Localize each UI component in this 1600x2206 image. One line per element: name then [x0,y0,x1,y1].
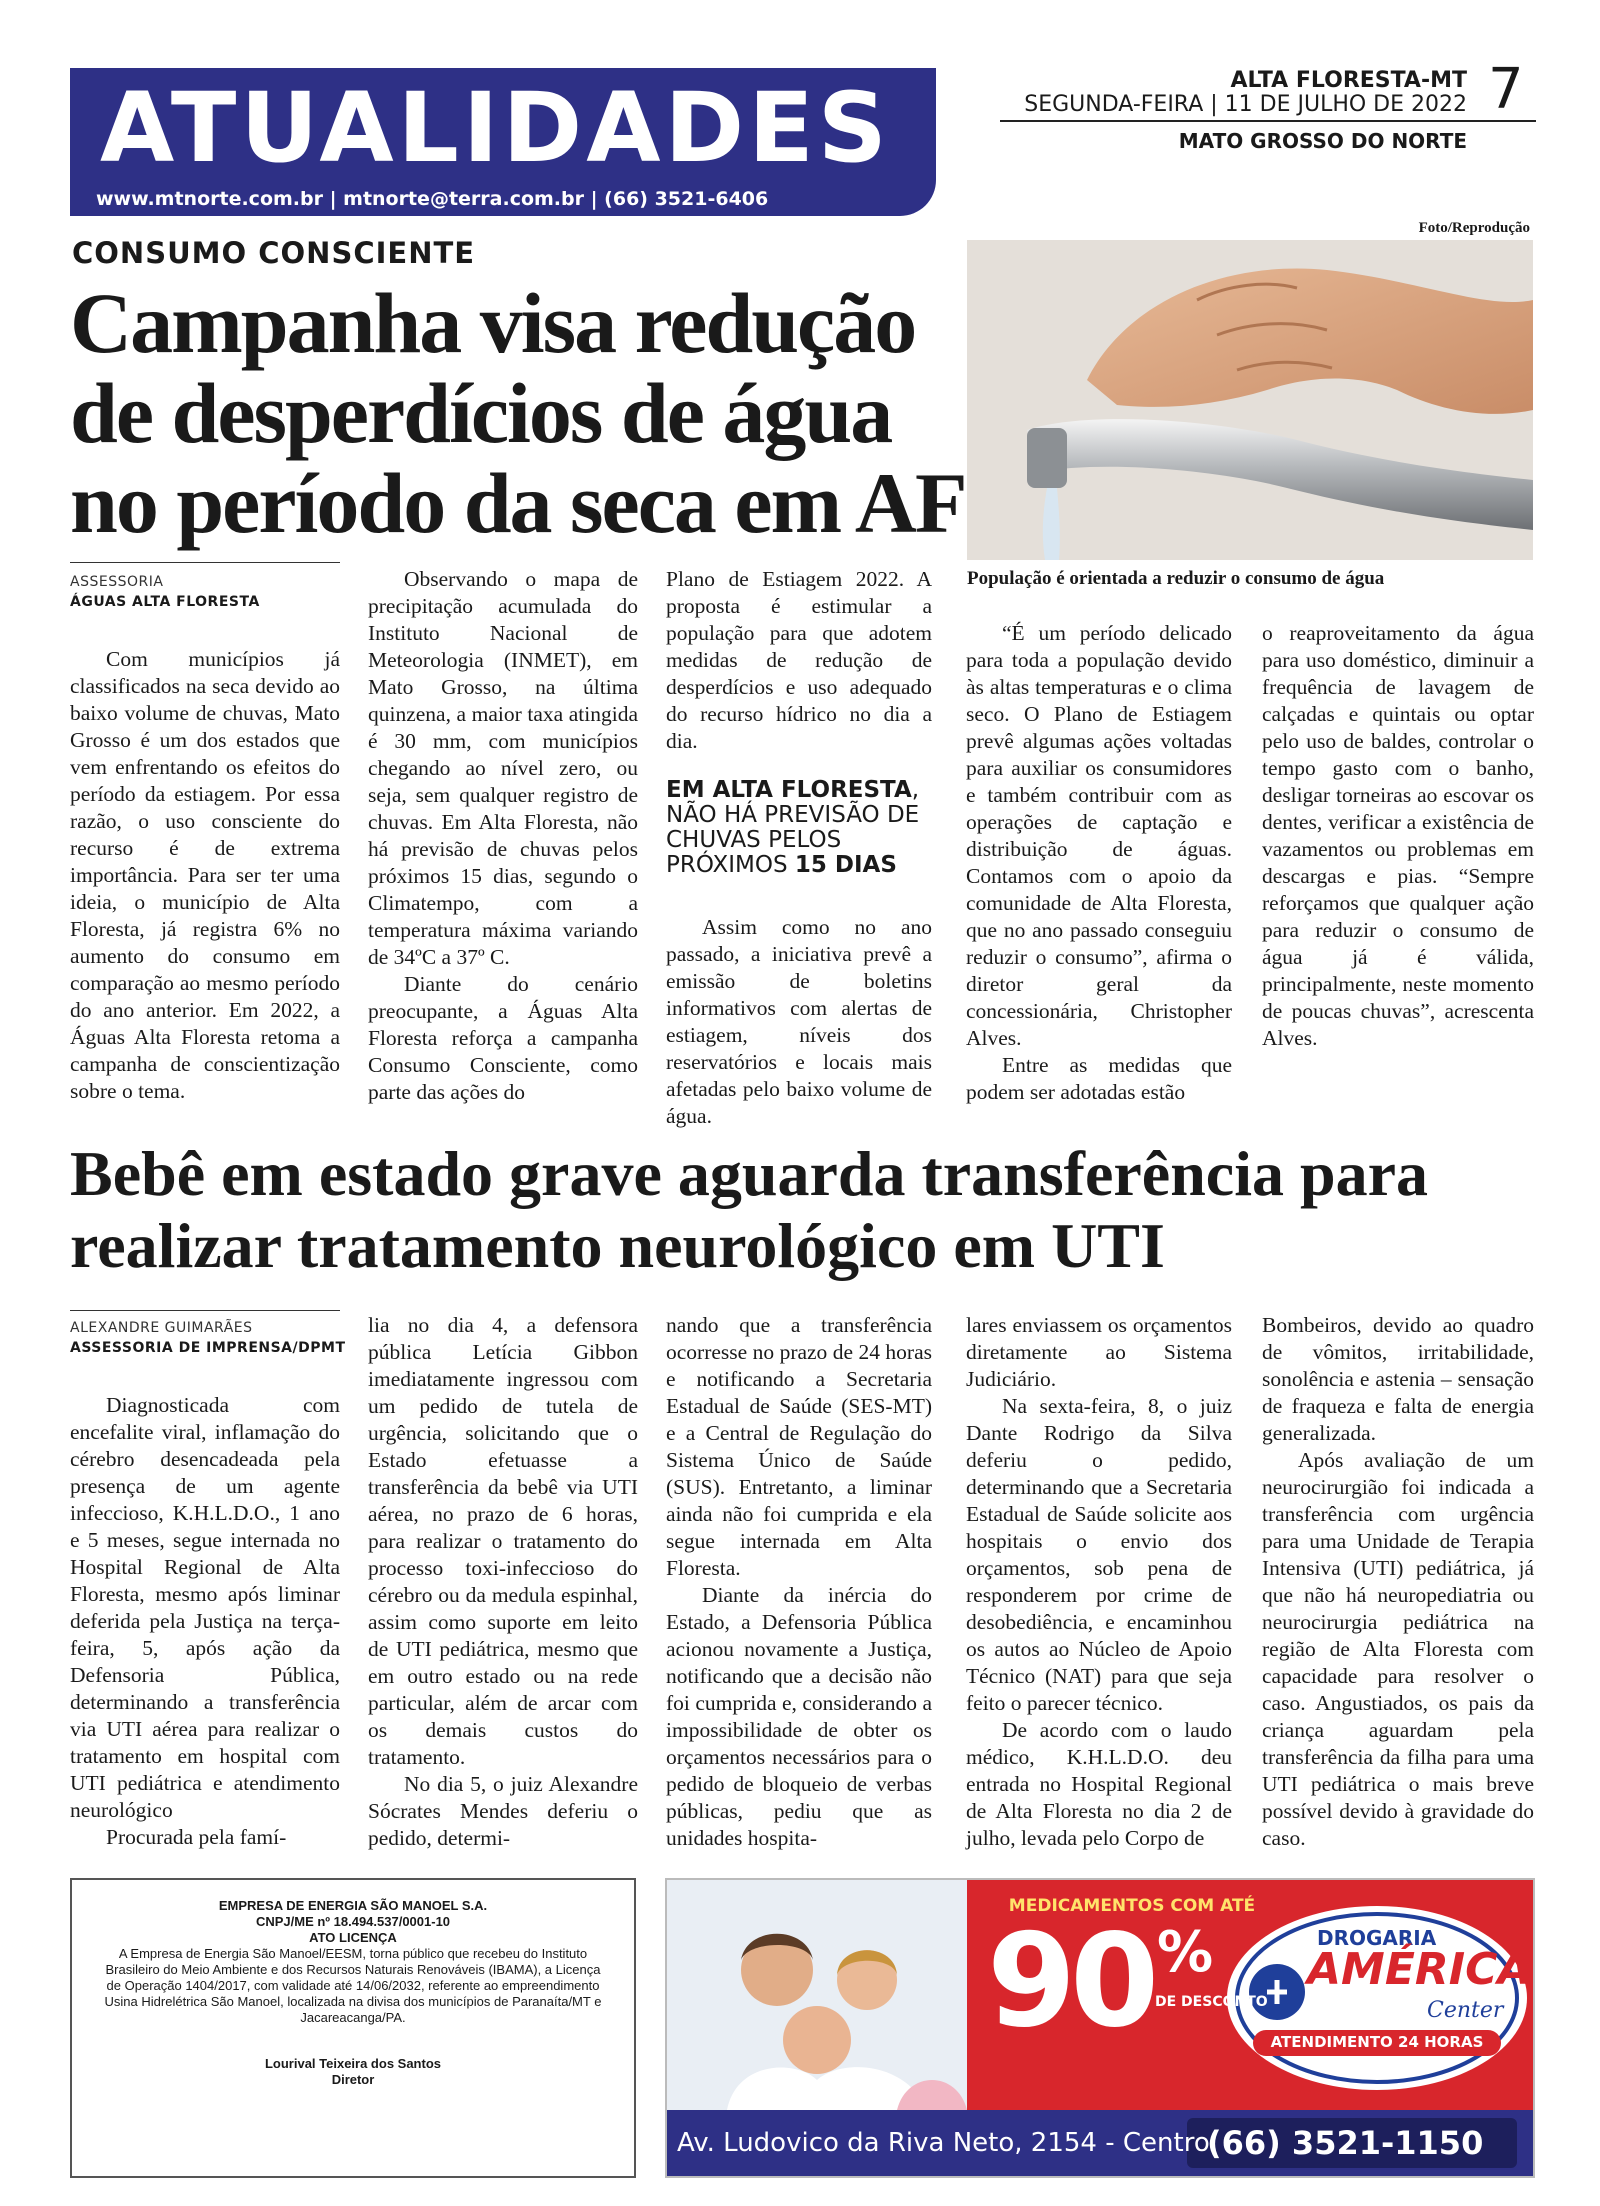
story2-column-4 [966,1312,1232,1852]
faucet-hand-illustration [967,240,1533,560]
story1-byline-source: ÁGUAS ALTA FLORESTA [70,594,260,610]
pull-quote-bold: 15 DIAS [794,852,897,878]
ad-percent-sign: % [1157,1920,1214,1985]
notice-cnpj: CNPJ/ME nº 18.494.537/0001-10 [255,1914,451,1929]
ad-brand-small: DROGARIA [1317,1926,1437,1950]
paragraph: Entre as medidas que podem ser adotadas estão [966,1053,1232,1104]
ad-address: Av. Ludovico da Riva Neto, 2154 - Centro [677,2128,1210,2158]
notice-signer: Lourival Teixeira dos Santos [264,2056,442,2071]
paragraph: Observando o mapa de precipitação acumulada do Instituto Nacional de Meteorologia (INMET), em Mato Grosso, na última quinzena, a maior taxa atingida é 30 mm, com municípios chegando ao nível zero, ou seja, sem qualquer registro de chuvas. Em Alta Floresta, não há previsão de chuvas pelos próximos 15 dias, segundo o Climatempo, com a temperatura máxima variando de 34ºC a 37º C. [368,567,638,969]
paragraph: Bombeiros, devido ao quadro de vômitos, irritabilidade, sonolência e astenia – sensação de fraqueza e falta de energia generalizada. [1262,1313,1534,1445]
ad-brand-script: Center [1427,1998,1504,2023]
story2-byline-author: ALEXANDRE GUIMARÃES [70,1320,253,1336]
pharmacy-ad [665,1878,1535,2178]
photo-caption: População é orientada a reduzir o consumo de água [967,568,1385,589]
paragraph: Assim como no ano passado, a iniciativa prevê a emissão de boletins informativos com alertas de estiagem, níveis dos reservatórios e locais mais afetadas pelo baixo volume de água. [666,915,932,1128]
photo-credit: Foto/Reprodução [1418,220,1530,236]
section-title: ATUALIDADES [100,72,891,184]
ad-brand-big: AMÉRICA [1307,1944,1532,1995]
paragraph: Diagnosticada com encefalite viral, inflamação do cérebro desencadeada pela presença de um agente infeccioso, K.H.L.D.O., 1 ano e 5 meses, segue internada no Hospital Regional de Alta Floresta, mesmo após liminar deferida pela Justiça na terça-feira, 5, após ação da Defensoria Pública, determinando a transferência via UTI aérea para realizar o tratamento em hospital com UTI pediátrica e atendimento neurológico [70,1393,340,1822]
notice-body: A Empresa de Energia São Manoel/EESM, torna público que recebeu do Instituto Brasileiro do Meio Ambiente e dos Recursos Naturais Renováveis (IBAMA), a Licença de Operação 1404/2017, com validade até 14/06/2032, referente ao empreendimento Usina Hidrelétrica São Manoel, localizada na divisa dos municípios de Paranaíta/MT e Jacareacanga/PA. [104,1946,602,2025]
story1-column-3 [666,566,932,755]
header-divider [1000,120,1536,122]
faucet-photo [967,240,1533,560]
story2-column-3 [666,1312,932,1852]
story1-kicker: CONSUMO CONSCIENTE [72,236,476,270]
ad-discount: DE DESCONTO [1155,1994,1268,2010]
pull-quote [666,778,932,878]
paragraph: Com municípios já classificados na seca devido ao baixo volume de chuvas, Mato Grosso é um dos estados que vem enfrentando os efeitos do período da estiagem. Por essa razão, o uso consciente do recurso é de extrema importância. Para ser ter uma ideia, o município de Alta Floresta, já registra 6% no aumento do consumo em comparação ao mesmo período do ano anterior. Em 2022, a Águas Alta Floresta retoma a campanha de conscientização sobre o tema. [70,647,340,1103]
section-masthead [70,68,936,216]
notice-role: Diretor [331,2072,375,2087]
story1-column-4 [966,620,1232,1106]
story2-headline: Bebê em estado grave aguarda transferência para realizar tratamento neurológico em UTI [70,1138,1428,1281]
story2-column-2 [368,1312,638,1852]
header-date: SEGUNDA-FEIRA | 11 DE JULHO DE 2022 [1024,92,1467,117]
notice-title: ATO LICENÇA [309,1930,397,1945]
paragraph: “É um período delicado para toda a população devido às altas temperaturas e o clima seco. O Plano de Estiagem prevê algumas ações voltadas para auxiliar os consumidores e também contribuir com as operações de captação e distribuição de águas. Contamos com o apoio da comunidade de Alta Floresta, que no ano passado conseguiu reduzir o consumo”, afirma o diretor geral da concessionária, Christopher Alves. [966,621,1232,1050]
paragraph: nando que a transferência ocorresse no prazo de 24 horas e notificando a Secretaria Estadual de Saúde (SES-MT) e a Central de Regulação do Sistema Único de Saúde (SUS). Entretanto, a liminar ainda não foi cumprida e ela segue internada em Alta Floresta. [666,1313,932,1580]
pull-quote-bold: EM ALTA FLORESTA [666,777,912,803]
paragraph: Na sexta-feira, 8, o juiz Dante Rodrigo da Silva deferiu o pedido, determinando que a Secretaria Estadual de Saúde solicite aos hospitais o envio dos orçamentos, sob pena de responderem por crime de desobediência, e encaminhou os autos ao Núcleo de Apoio Técnico (NAT) para que seja feito o parecer técnico. [966,1394,1232,1715]
story1-column-1 [70,646,340,1105]
ad-promo-top: MEDICAMENTOS COM ATÉ [1008,1896,1256,1916]
notice-company: EMPRESA DE ENERGIA SÃO MANOEL S.A. [218,1898,488,1913]
masthead-contacts: www.mtnorte.com.br | mtnorte@terra.com.br | (66) 3521-6406 [96,188,769,210]
paragraph: No dia 5, o juiz Alexandre Sócrates Mendes deferiu o pedido, determi- [368,1772,638,1850]
paragraph: De acordo com o laudo médico, K.H.L.D.O. deu entrada no Hospital Regional de Alta Floresta no dia 2 de julho, levada pelo Corpo de [966,1718,1232,1850]
story2-column-1 [70,1392,340,1851]
paragraph: lares enviassem os orçamentos diretamente ao Sistema Judiciário. [966,1313,1232,1391]
paragraph: Diante da inércia do Estado, a Defensoria Pública acionou novamente a Justiça, notificando que a decisão não foi cumprida e, considerando a impossibilidade de obter os orçamentos necessários para o pedido de bloqueio de verbas públicas, pediu que as unidades hospita- [666,1583,932,1850]
legal-notice [70,1878,636,2178]
story1-byline-author: ASSESSORIA [70,574,164,590]
pull-quote-text: , NÃO HÁ PREVISÃO DE CHUVAS PELOS PRÓXIMOS [666,777,920,878]
ad-phone: (66) 3521-1150 [1207,2124,1484,2162]
byline-divider [70,562,340,563]
byline-divider [70,1310,340,1311]
paragraph: Procurada pela famí- [106,1825,287,1849]
page-number: 7 [1488,57,1524,122]
ad-hours: ATENDIMENTO 24 HORAS [1270,2033,1484,2051]
paragraph: Plano de Estiagem 2022. A proposta é estimular a população para que adotem medidas de redução de desperdícios e uso adequado do recurso hídrico no dia a dia. [666,567,932,753]
story1-headline: Campanha visa redução de desperdícios de água no período da seca em AF [70,275,966,551]
ad-percent: 90 [987,1907,1154,2056]
story1-column-5 [1262,620,1534,1052]
header-region: MATO GROSSO DO NORTE [1178,129,1467,153]
story1-column-2 [368,566,638,1106]
paragraph: Após avaliação de um neurocirurgião foi indicada a transferência com urgência para uma Unidade de Terapia Intensiva (UTI) pediátrica, já que não há neuropediatria ou neurocirurgia pediátrica na região de Alta Floresta com capacidade para resolver o caso. Angustiados, os pais da criança aguardam pela transferência da filha para uma UTI pediátrica o mais breve possível devido à gravidade do caso. [1262,1448,1534,1850]
story2-byline-source: ASSESSORIA DE IMPRENSA/DPMT [70,1340,346,1356]
header-city: ALTA FLORESTA-MT [1230,68,1467,93]
story1-column-3b [666,914,932,1130]
paragraph: Diante do cenário preocupante, a Águas Alta Floresta reforça a campanha Consumo Consciente, como parte das ações do [368,972,638,1104]
story2-column-5 [1262,1312,1534,1852]
paragraph: o reaproveitamento da água para uso doméstico, diminuir a frequência de lavagem de calçadas e quintais ou optar pelo uso de baldes, controlar o tempo gasto com o banho, desligar torneiras ao escovar os dentes, verificar a existência de vazamentos ou problemas em descargas e pias. “Sempre reforçamos que qualquer ação para reduzir o consumo de água já é válida, principalmente, neste momento de poucas chuvas”, acrescenta Alves. [1262,621,1534,1050]
paragraph: lia no dia 4, a defensora pública Letícia Gibbon imediatamente ingressou com um pedido de tutela de urgência, solicitando que o Estado efetuasse a transferência da bebê via UTI aérea, no prazo de 6 horas, para realizar o tratamento do processo toxi-infeccioso do cérebro ou da medula espinhal, assim como suporte em leito de UTI pediátrica, mesmo que em outro estado ou na rede particular, além de arcar com os demais custos do tratamento. [368,1313,638,1769]
